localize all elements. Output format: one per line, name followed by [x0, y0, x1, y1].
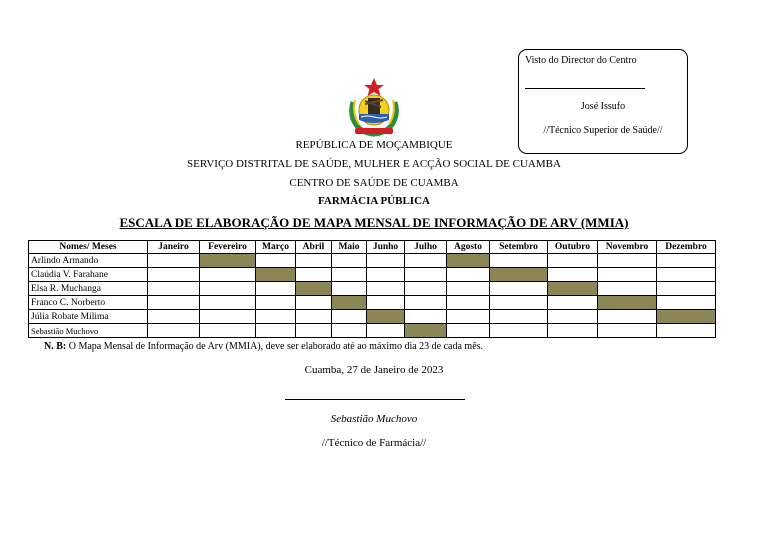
header-district-service: SERVIÇO DISTRITAL DE SAÚDE, MULHER E ACÇÃO SOCIAL DE CUAMBA	[187, 158, 561, 170]
schedule-cell	[657, 254, 716, 268]
schedule-cell	[148, 254, 200, 268]
schedule-cell	[148, 324, 200, 338]
schedule-cell	[256, 254, 296, 268]
table-row	[29, 310, 716, 324]
column-header-month: Agosto	[447, 241, 490, 254]
schedule-cell	[296, 310, 332, 324]
schedule-cell	[447, 282, 490, 296]
schedule-cell	[200, 282, 256, 296]
scheduled-cell	[367, 310, 405, 324]
scheduled-cell	[200, 254, 256, 268]
note-prefix: N. B:	[44, 341, 67, 352]
schedule-cell	[332, 254, 367, 268]
schedule-cell	[548, 254, 598, 268]
schedule-cell	[148, 282, 200, 296]
schedule-cell	[548, 324, 598, 338]
schedule-cell	[657, 282, 716, 296]
schedule-cell	[657, 324, 716, 338]
schedule-cell	[296, 254, 332, 268]
column-header-month: Abril	[296, 241, 332, 254]
header-republic: REPÚBLICA DE MOÇAMBIQUE	[295, 139, 453, 151]
schedule-cell	[405, 296, 447, 310]
schedule-cell	[367, 254, 405, 268]
schedule-cell	[200, 324, 256, 338]
row-name: Franco C. Norberto	[29, 296, 148, 310]
scheduled-cell	[447, 254, 490, 268]
schedule-cell	[405, 310, 447, 324]
header-pharmacy: FARMÁCIA PÚBLICA	[318, 195, 430, 207]
column-header-month: Junho	[367, 241, 405, 254]
national-emblem-icon	[343, 76, 405, 138]
schedule-cell	[332, 268, 367, 282]
schedule-cell	[657, 268, 716, 282]
schedule-cell	[296, 268, 332, 282]
schedule-cell	[490, 310, 548, 324]
schedule-cell	[490, 254, 548, 268]
row-name: Elsa R. Muchanga	[29, 282, 148, 296]
scheduled-cell	[296, 282, 332, 296]
schedule-cell	[367, 268, 405, 282]
schedule-cell	[405, 268, 447, 282]
row-name: Sebastião Muchovo	[29, 324, 148, 338]
schedule-cell	[490, 324, 548, 338]
column-header-month: Fevereiro	[200, 241, 256, 254]
schedule-cell	[256, 310, 296, 324]
schedule-cell	[548, 296, 598, 310]
scheduled-cell	[548, 282, 598, 296]
scheduled-cell	[598, 296, 657, 310]
note	[44, 341, 483, 352]
column-header-month: Maio	[332, 241, 367, 254]
schedule-cell	[296, 324, 332, 338]
approval-signature-line	[525, 88, 645, 89]
schedule-cell	[405, 282, 447, 296]
table-row	[29, 268, 716, 282]
schedule-cell	[548, 310, 598, 324]
column-header-month: Outubro	[548, 241, 598, 254]
schedule-cell	[148, 296, 200, 310]
schedule-table	[28, 240, 716, 338]
approval-role: //Técnico Superior de Saúde//	[543, 125, 663, 136]
schedule-cell	[405, 254, 447, 268]
column-header-month: Dezembro	[657, 241, 716, 254]
schedule-cell	[148, 268, 200, 282]
schedule-cell	[148, 310, 200, 324]
schedule-cell	[367, 324, 405, 338]
scheduled-cell	[490, 268, 548, 282]
schedule-cell	[598, 254, 657, 268]
signer-role: //Técnico de Farmácia//	[321, 437, 427, 449]
schedule-cell	[296, 296, 332, 310]
schedule-cell	[200, 310, 256, 324]
schedule-cell	[447, 310, 490, 324]
schedule-cell	[548, 268, 598, 282]
approval-name: José Issufo	[580, 101, 626, 112]
schedule-cell	[447, 296, 490, 310]
signer-name: Sebastião Muchovo	[330, 413, 418, 425]
column-header-month: Março	[256, 241, 296, 254]
table-row	[29, 254, 716, 268]
scheduled-cell	[332, 296, 367, 310]
schedule-cell	[598, 324, 657, 338]
schedule-cell	[598, 282, 657, 296]
schedule-cell	[367, 282, 405, 296]
table-row	[29, 324, 716, 338]
note-text: O Mapa Mensal de Informação de Arv (MMIA), deve ser elaborado até ao máximo dia 23 de cada mês.	[66, 341, 484, 352]
row-name: Claúdia V. Farahane	[29, 268, 148, 282]
schedule-cell	[200, 296, 256, 310]
schedule-cell	[447, 324, 490, 338]
schedule-cell	[256, 324, 296, 338]
document-title: ESCALA DE ELABORAÇÃO DE MAPA MENSAL DE INFORMAÇÃO DE ARV (MMIA)	[119, 215, 629, 230]
approval-label: Visto do Director do Centro	[525, 55, 637, 66]
table-row	[29, 282, 716, 296]
header-health-center: CENTRO DE SAÚDE DE CUAMBA	[289, 177, 459, 189]
document-date: Cuamba, 27 de Janeiro de 2023	[304, 364, 444, 376]
column-header-month: Janeiro	[148, 241, 200, 254]
schedule-cell	[332, 310, 367, 324]
schedule-cell	[598, 268, 657, 282]
schedule-cell	[598, 310, 657, 324]
scheduled-cell	[256, 268, 296, 282]
table-header-row	[29, 241, 716, 254]
scheduled-cell	[405, 324, 447, 338]
row-name: Júlia Robate Milima	[29, 310, 148, 324]
scheduled-cell	[657, 310, 716, 324]
row-name: Arlindo Armando	[29, 254, 148, 268]
signature-line	[285, 399, 465, 400]
schedule-cell	[256, 296, 296, 310]
schedule-cell	[332, 324, 367, 338]
column-header-month: Julho	[405, 241, 447, 254]
table-row	[29, 296, 716, 310]
schedule-cell	[657, 296, 716, 310]
schedule-cell	[490, 296, 548, 310]
schedule-cell	[367, 296, 405, 310]
schedule-cell	[200, 268, 256, 282]
column-header-month: Setembro	[490, 241, 548, 254]
schedule-cell	[490, 282, 548, 296]
schedule-cell	[332, 282, 367, 296]
column-header-month: Novembro	[598, 241, 657, 254]
schedule-cell	[256, 282, 296, 296]
column-header-names: Nomes/ Meses	[29, 241, 148, 254]
schedule-cell	[447, 268, 490, 282]
